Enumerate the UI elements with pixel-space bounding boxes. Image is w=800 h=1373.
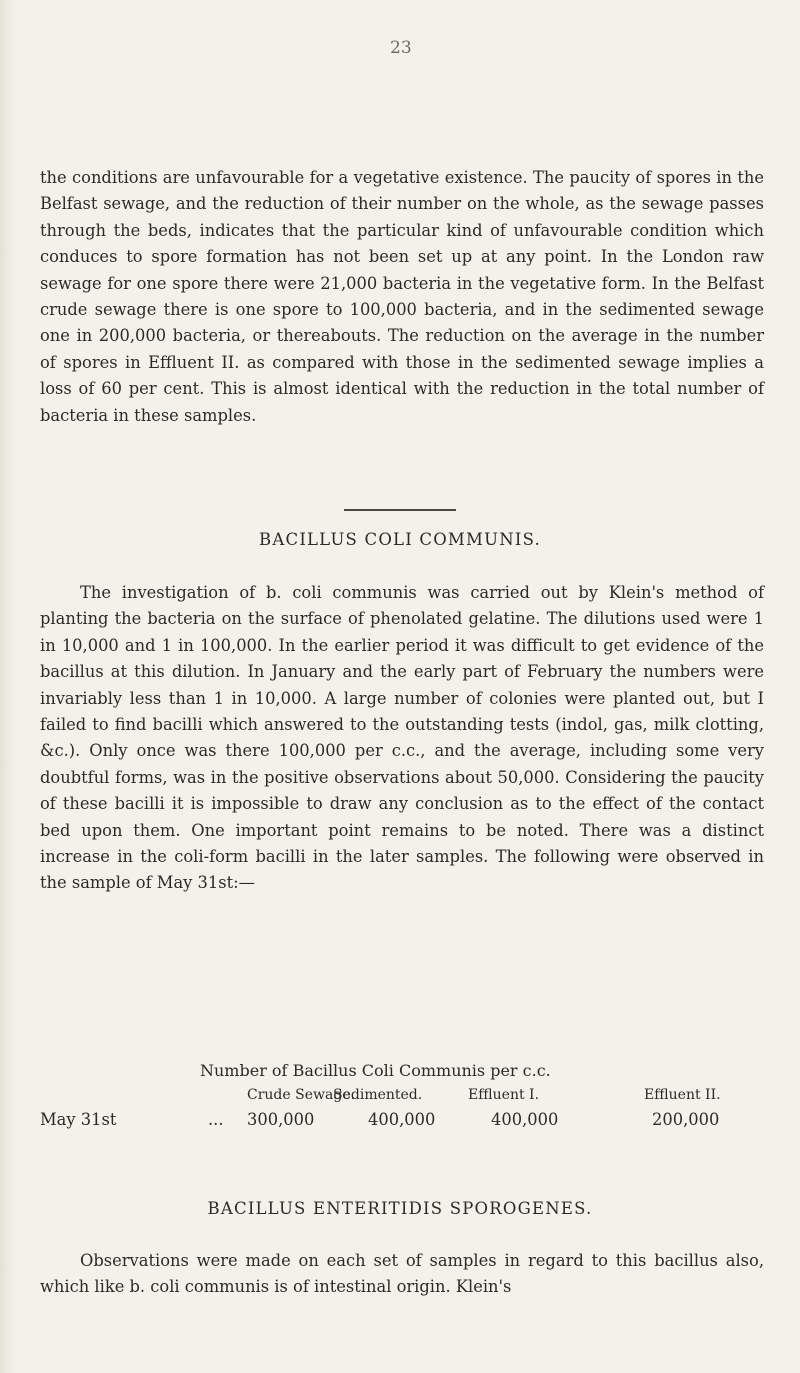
column-header-crude-sewage: Crude Sewage.	[247, 1087, 356, 1103]
column-header-effluent-2: Effluent II.	[644, 1087, 721, 1103]
heading-bacillus-coli: BACILLUS COLI COMMUNIS.	[259, 530, 541, 549]
paragraph-coli-communis: The investigation of b. coli communis was carried out by Klein's method of planting the bacteria on the surface of phenolated gelatine. The dilutions used were 1 in 10,000 and 1 in 100,000. In the earlier period it was difficult to get evidence of the bacillus at this dilution. In January and the early part of February the numbers were invariably less than 1 in 10,000. A large number of colonies were planted out, but I failed to find bacilli which answered to the outstanding tests (indol, gas, milk clotting, &c.). Only once was there 100,000 per c.c., and the average, including some very doubtful forms, was in the positive observations about 50,000. Considering the paucity of these bacilli it is impossible to draw any conclusion as to the effect of the contact bed upon them. One important point remains to be noted. There was a distinct increase in the coli-form bacilli in the later samples. The following were observed in the sample of May 31st:—	[40, 583, 764, 893]
section-divider	[344, 509, 456, 511]
table-row-leader: ...	[208, 1110, 224, 1129]
table-row-label: May 31st	[40, 1110, 117, 1129]
page-number: 23	[390, 38, 412, 58]
table-cell-crude-sewage: 300,000	[247, 1110, 315, 1129]
table-cell-sedimented: 400,000	[368, 1110, 436, 1129]
column-header-effluent-1: Effluent I.	[468, 1087, 540, 1103]
table-cell-effluent-2: 200,000	[652, 1110, 720, 1129]
column-header-sedimented: Sedimented.	[333, 1087, 423, 1103]
table-cell-effluent-1: 400,000	[491, 1110, 559, 1129]
heading-bacillus-enteritidis: BACILLUS ENTERITIDIS SPOROGENES.	[207, 1199, 593, 1218]
table-title: Number of Bacillus Coli Communis per c.c.	[200, 1061, 551, 1080]
paragraph-enteritidis: Observations were made on each set of samples in regard to this bacillus also, which like b. coli communis is of intestinal origin. Klein's	[40, 1251, 764, 1297]
paragraph-spores: the conditions are unfavourable for a vegetative existence. The paucity of spores in the Belfast sewage, and the reduction of their number on the whole, as the sewage passes through the beds, indicates that the particular kind of unfavourable condition which conduces to spore formation has not been set up at any point. In the London raw sewage for one spore there were 21,000 bacteria in the vegetative form. In the Belfast crude sewage there is one spore to 100,000 bacteria, and in the sedimented sewage one in 200,000 bacteria, or thereabouts. The reduction on the average in the number of spores in Effluent II. as compared with those in the sedimented sewage implies a loss of 60 per cent. This is almost identical with the reduction in the total number of bacteria in these samples.	[40, 168, 764, 425]
page-fold-shadow	[0, 0, 14, 1373]
